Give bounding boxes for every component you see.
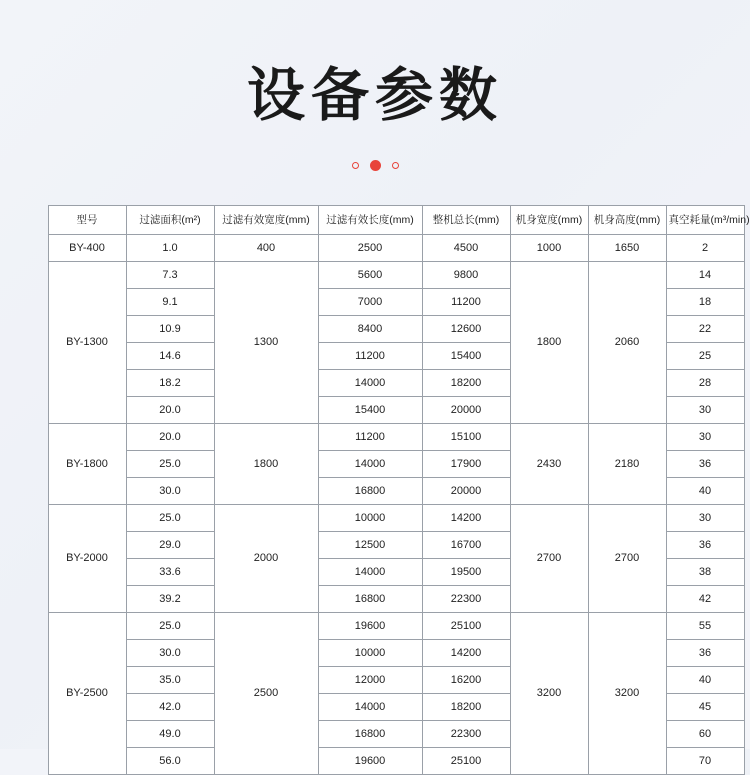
cell-vacuum: 36 [666,531,744,558]
cell-total-length: 25100 [422,612,510,639]
carousel-dot-1[interactable] [352,162,359,169]
cell-total-length: 9800 [422,261,510,288]
cell-body-width: 3200 [510,612,588,774]
cell-vacuum: 42 [666,585,744,612]
cell-body-width: 2700 [510,504,588,612]
cell-effective-length: 12500 [318,531,422,558]
cell-vacuum: 45 [666,693,744,720]
cell-total-length: 16200 [422,666,510,693]
cell-total-length: 25100 [422,747,510,774]
cell-effective-width: 400 [214,234,318,261]
cell-body-height: 2060 [588,261,666,423]
cell-total-length: 17900 [422,450,510,477]
cell-total-length: 18200 [422,693,510,720]
cell-body-width: 1000 [510,234,588,261]
cell-vacuum: 70 [666,747,744,774]
cell-vacuum: 30 [666,396,744,423]
cell-filter-area: 39.2 [126,585,214,612]
cell-body-width: 2430 [510,423,588,504]
cell-vacuum: 40 [666,666,744,693]
cell-effective-length: 11200 [318,342,422,369]
cell-total-length: 19500 [422,558,510,585]
column-header-body-height: 机身高度(mm) [588,205,666,234]
table-row [48,423,744,450]
table-row [48,261,744,288]
cell-vacuum: 28 [666,369,744,396]
cell-vacuum: 14 [666,261,744,288]
cell-total-length: 15400 [422,342,510,369]
cell-effective-length: 7000 [318,288,422,315]
cell-filter-area: 9.1 [126,288,214,315]
cell-effective-length: 14000 [318,450,422,477]
column-header-total-length: 整机总长(mm) [422,205,510,234]
cell-filter-area: 7.3 [126,261,214,288]
spec-table [48,205,750,775]
table-row [48,234,744,261]
spec-table-container [48,205,750,775]
cell-total-length: 12600 [422,315,510,342]
cell-vacuum: 36 [666,450,744,477]
page-title: 设备参数 [246,61,503,129]
cell-vacuum: 18 [666,288,744,315]
cell-effective-length: 14000 [318,558,422,585]
cell-filter-area: 49.0 [126,720,214,747]
cell-total-length: 22300 [422,585,510,612]
cell-vacuum: 55 [666,612,744,639]
table-row [48,612,744,639]
cell-total-length: 15100 [422,423,510,450]
cell-filter-area: 30.0 [126,477,214,504]
column-header-vacuum: 真空耗量(m³/min) [666,205,744,234]
cell-effective-length: 14000 [318,369,422,396]
cell-effective-length: 2500 [318,234,422,261]
cell-body-height: 1650 [588,234,666,261]
cell-filter-area: 1.0 [126,234,214,261]
cell-model: BY-400 [48,234,126,261]
column-header-filter-area: 过滤面积(m²) [126,205,214,234]
cell-model: BY-2000 [48,504,126,612]
cell-total-length: 4500 [422,234,510,261]
cell-total-length: 22300 [422,720,510,747]
table-header [48,205,750,234]
cell-filter-area: 20.0 [126,396,214,423]
carousel-dot-2[interactable] [370,160,381,171]
cell-filter-area: 18.2 [126,369,214,396]
cell-effective-width: 1300 [214,261,318,423]
cell-effective-length: 10000 [318,639,422,666]
cell-vacuum: 25 [666,342,744,369]
cell-total-length: 14200 [422,639,510,666]
cell-effective-length: 5600 [318,261,422,288]
cell-body-height: 2180 [588,423,666,504]
cell-filter-area: 29.0 [126,531,214,558]
cell-filter-area: 25.0 [126,504,214,531]
cell-filter-area: 25.0 [126,612,214,639]
table-row [48,504,744,531]
cell-filter-area: 25.0 [126,450,214,477]
column-header-body-width: 机身宽度(mm) [510,205,588,234]
cell-effective-width: 2500 [214,612,318,774]
table-header-row [48,205,744,234]
cell-model: BY-1300 [48,261,126,423]
cell-effective-length: 14000 [318,693,422,720]
cell-total-length: 20000 [422,477,510,504]
cell-vacuum: 2 [666,234,744,261]
cell-vacuum: 38 [666,558,744,585]
cell-effective-length: 11200 [318,423,422,450]
cell-effective-length: 16800 [318,720,422,747]
cell-vacuum: 40 [666,477,744,504]
cell-effective-length: 19600 [318,747,422,774]
cell-effective-length: 16800 [318,585,422,612]
cell-body-height: 3200 [588,612,666,774]
cell-vacuum: 30 [666,423,744,450]
cell-effective-length: 19600 [318,612,422,639]
cell-effective-length: 12000 [318,666,422,693]
cell-total-length: 18200 [422,369,510,396]
column-header-model: 型号 [48,205,126,234]
cell-filter-area: 30.0 [126,639,214,666]
cell-effective-width: 1800 [214,423,318,504]
cell-filter-area: 14.6 [126,342,214,369]
carousel-dot-3[interactable] [392,162,399,169]
cell-vacuum: 60 [666,720,744,747]
cell-total-length: 11200 [422,288,510,315]
column-header-effective-length: 过滤有效长度(mm) [318,205,422,234]
cell-total-length: 20000 [422,396,510,423]
cell-model: BY-1800 [48,423,126,504]
carousel-dots [0,159,750,173]
cell-filter-area: 42.0 [126,693,214,720]
cell-effective-length: 15400 [318,396,422,423]
cell-vacuum: 36 [666,639,744,666]
cell-vacuum: 22 [666,315,744,342]
table-body [48,234,744,774]
cell-body-height: 2700 [588,504,666,612]
cell-filter-area: 35.0 [126,666,214,693]
cell-filter-area: 33.6 [126,558,214,585]
cell-filter-area: 56.0 [126,747,214,774]
cell-effective-width: 2000 [214,504,318,612]
cell-filter-area: 20.0 [126,423,214,450]
cell-total-length: 16700 [422,531,510,558]
column-header-effective-width: 过滤有效宽度(mm) [214,205,318,234]
cell-total-length: 14200 [422,504,510,531]
cell-vacuum: 30 [666,504,744,531]
cell-model: BY-2500 [48,612,126,774]
cell-filter-area: 10.9 [126,315,214,342]
cell-body-width: 1800 [510,261,588,423]
cell-effective-length: 10000 [318,504,422,531]
cell-effective-length: 16800 [318,477,422,504]
cell-effective-length: 8400 [318,315,422,342]
